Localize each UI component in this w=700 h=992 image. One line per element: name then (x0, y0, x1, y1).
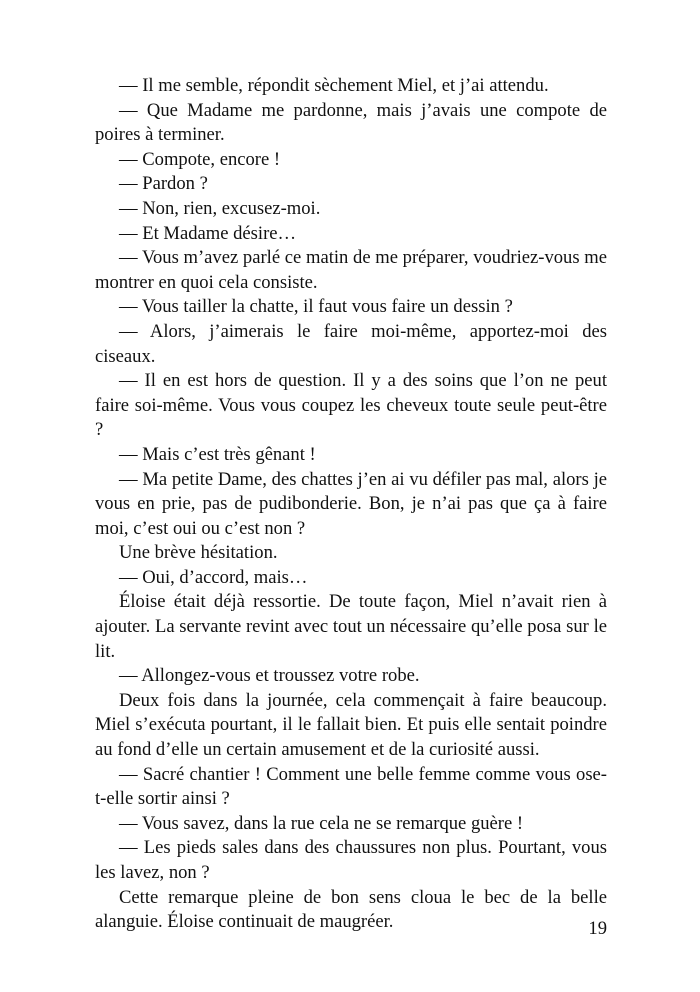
paragraph-6: — Et Madame désire… (119, 222, 297, 244)
paragraph-3: — Compote, encore ! (119, 148, 281, 170)
page-number: 19 (588, 918, 607, 939)
paragraph-16: — Allongez-vous et troussez votre robe. (119, 665, 420, 687)
page-body (95, 74, 607, 935)
paragraph-4: — Pardon ? (119, 173, 208, 195)
paragraph-8: — Vous tailler la chatte, il faut vous faire un dessin ? (119, 296, 513, 318)
paragraph-19: — Vous savez, dans la rue cela ne se remarque guère ! (119, 812, 524, 834)
paragraph-9: — Alors, j’aimerais le faire moi-même, apportez-moi des ciseaux. (95, 320, 607, 367)
paragraph-2: — Que Madame me pardonne, mais j’avais une compote de poires à terminer. (95, 99, 607, 146)
paragraph-21: Cette remarque pleine de bon sens cloua le bec de la belle alanguie. Éloise continuait de maugréer. (95, 886, 607, 933)
paragraph-17: Deux fois dans la journée, cela commençait à faire beaucoup. Miel s’exécuta pourtant, il le fallait bien. Et puis elle sentait poindre au fond d’elle un certain amusement et de la curiosité aussi. (95, 689, 607, 761)
paragraph-18: — Sacré chantier ! Comment une belle femme comme vous ose-t-elle sortir ainsi ? (95, 763, 607, 810)
paragraph-7: — Vous m’avez parlé ce matin de me préparer, voudriez-vous me montrer en quoi cela consiste. (95, 247, 607, 293)
paragraph-13: Une brève hésitation. (119, 542, 278, 564)
paragraph-1: — Il me semble, répondit sèchement Miel, et j’ai attendu. (119, 75, 549, 96)
paragraph-15: Éloise était déjà ressortie. De toute façon, Miel n’avait rien à ajouter. La servante revint avec tout un nécessaire qu’elle posa sur le lit. (95, 591, 607, 662)
paragraph-14: — Oui, d’accord, mais… (119, 566, 308, 588)
paragraph-12: — Ma petite Dame, des chattes j’en ai vu défiler pas mal, alors je vous en prie, pas de pudibonderie. Bon, je n’ai pas que ça à faire moi, c’est oui ou c’est non ? (95, 468, 607, 539)
paragraph-20: — Les pieds sales dans des chaussures non plus. Pourtant, vous les lavez, non ? (95, 837, 607, 883)
paragraph-10: — Il en est hors de question. Il y a des soins que l’on ne peut faire soi-même. Vous vous coupez les cheveux toute seule peut-être ? (95, 370, 607, 441)
paragraph-5: — Non, rien, excusez-moi. (119, 197, 321, 219)
paragraph-11: — Mais c’est très gênant ! (119, 443, 316, 465)
